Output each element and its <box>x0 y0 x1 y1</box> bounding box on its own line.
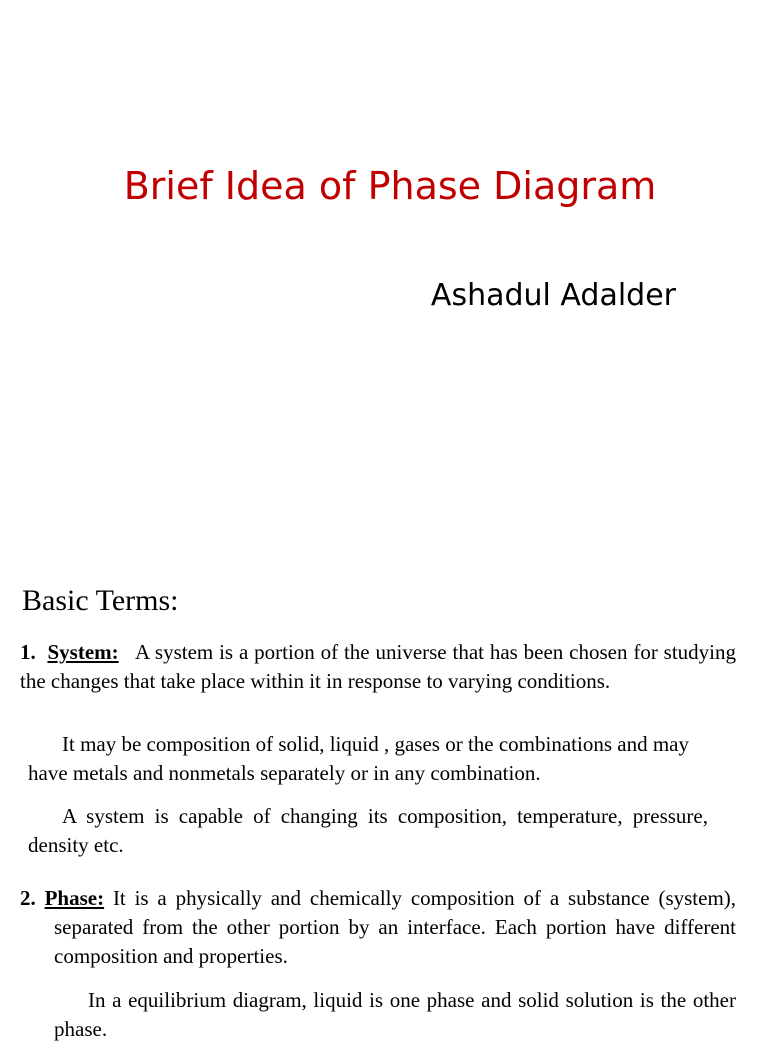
slide-title: Brief Idea of Phase Diagram <box>123 164 657 208</box>
system-term: System: <box>47 640 119 664</box>
system-number: 1. <box>20 640 36 664</box>
phase-definition <box>20 884 736 971</box>
phase-term: Phase: <box>44 886 105 910</box>
phase-definition-text: It is a physically and chemically composition of a substance (system), separated from the other portion by an interface. Each portion have different composition and properties. <box>54 886 737 968</box>
phase-detail-1: In a equilibrium diagram, liquid is one phase and solid solution is the other phase. <box>54 988 736 1041</box>
system-detail-1: It may be composition of solid, liquid , gases or the combinations and may have metals and nonmetals separately or in any combination. <box>28 732 689 785</box>
system-definition <box>20 638 736 696</box>
system-detail-2: A system is capable of changing its composition, temperature, pressure, density etc. <box>28 804 708 857</box>
slide-author: Ashadul Adalder <box>430 278 676 313</box>
phase-block <box>20 884 736 971</box>
section-heading: Basic Terms: <box>22 584 179 617</box>
phase-number: 2. <box>20 886 36 910</box>
system-definition-text: A system is a portion of the universe that has been chosen for studying the changes that take place within it in response to varying conditions. <box>20 640 737 693</box>
document-page <box>0 548 768 1041</box>
